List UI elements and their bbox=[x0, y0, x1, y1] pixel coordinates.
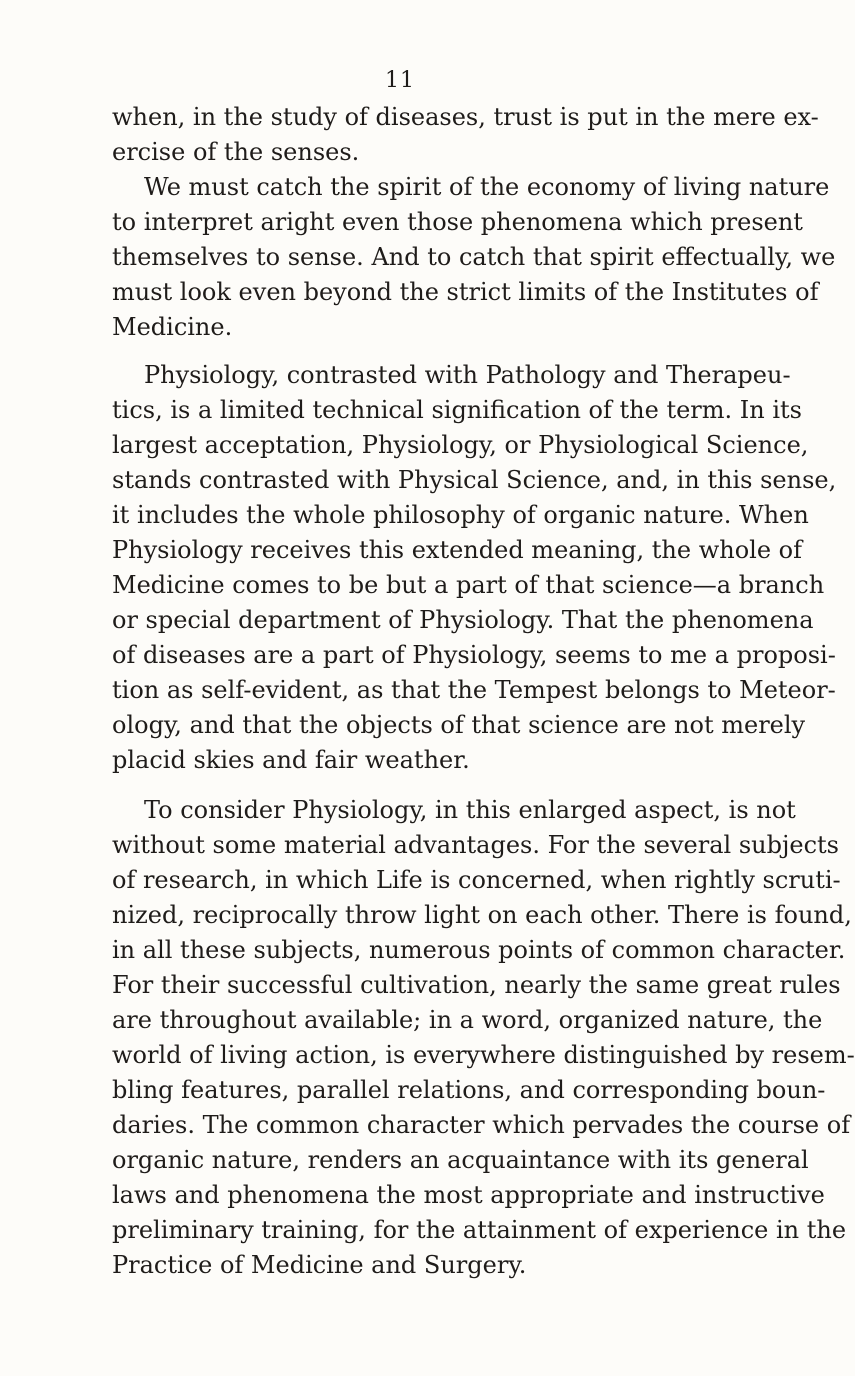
paragraph-physiology bbox=[112, 358, 837, 778]
text-line: We must catch the spirit of the economy of living nature bbox=[144, 173, 830, 201]
text-line: it includes the whole philosophy of organic nature. When bbox=[112, 501, 809, 529]
text-line: daries. The common character which pervades the course of bbox=[112, 1111, 851, 1139]
paragraph-continuation bbox=[112, 100, 819, 170]
text-line: Medicine. bbox=[112, 313, 233, 341]
text-line: Physiology receives this extended meaning, the whole of bbox=[112, 536, 803, 564]
text-line: ology, and that the objects of that science are not merely bbox=[112, 711, 806, 739]
text-line: of diseases are a part of Physiology, seems to me a proposi- bbox=[112, 641, 836, 669]
text-line: of research, in which Life is concerned, when rightly scruti- bbox=[112, 866, 841, 894]
text-line: bling features, parallel relations, and corresponding boun- bbox=[112, 1076, 826, 1104]
text-line: or special department of Physiology. That the phenomena bbox=[112, 606, 814, 634]
text-line: placid skies and fair weather. bbox=[112, 746, 470, 774]
text-line: in all these subjects, numerous points of common character. bbox=[112, 936, 846, 964]
text-line: Medicine comes to be but a part of that science—a branch bbox=[112, 571, 825, 599]
text-line: organic nature, renders an acquaintance with its general bbox=[112, 1146, 809, 1174]
text-line: Physiology, contrasted with Pathology and Therapeu- bbox=[144, 361, 791, 389]
text-line: ercise of the senses. bbox=[112, 138, 360, 166]
text-line: To consider Physiology, in this enlarged aspect, is not bbox=[144, 796, 796, 824]
text-line: world of living action, is everywhere distinguished by resem- bbox=[112, 1041, 855, 1069]
text-line: tics, is a limited technical signification of the term. In its bbox=[112, 396, 802, 424]
text-line: laws and phenomena the most appropriate and instructive bbox=[112, 1181, 825, 1209]
paragraph-living-nature bbox=[112, 170, 836, 345]
text-line: without some material advantages. For the several subjects bbox=[112, 831, 839, 859]
text-line: tion as self-evident, as that the Tempest belongs to Meteor- bbox=[112, 676, 836, 704]
text-line: when, in the study of diseases, trust is put in the mere ex- bbox=[112, 103, 819, 131]
text-line: to interpret aright even those phenomena which present bbox=[112, 208, 803, 236]
page-number: 11 bbox=[385, 68, 415, 93]
text-line: largest acceptation, Physiology, or Physiological Science, bbox=[112, 431, 809, 459]
paragraph-enlarged-aspect bbox=[112, 793, 855, 1283]
text-line: stands contrasted with Physical Science, and, in this sense, bbox=[112, 466, 837, 494]
text-line: themselves to sense. And to catch that spirit effectually, we bbox=[112, 243, 836, 271]
text-line: preliminary training, for the attainment of experience in the bbox=[112, 1216, 847, 1244]
text-line: nized, reciprocally throw light on each other. There is found, bbox=[112, 901, 852, 929]
text-line: are throughout available; in a word, organized nature, the bbox=[112, 1006, 823, 1034]
text-line: Practice of Medicine and Surgery. bbox=[112, 1251, 527, 1279]
text-line: For their successful cultivation, nearly the same great rules bbox=[112, 971, 841, 999]
text-line: must look even beyond the strict limits of the Institutes of bbox=[112, 278, 819, 306]
